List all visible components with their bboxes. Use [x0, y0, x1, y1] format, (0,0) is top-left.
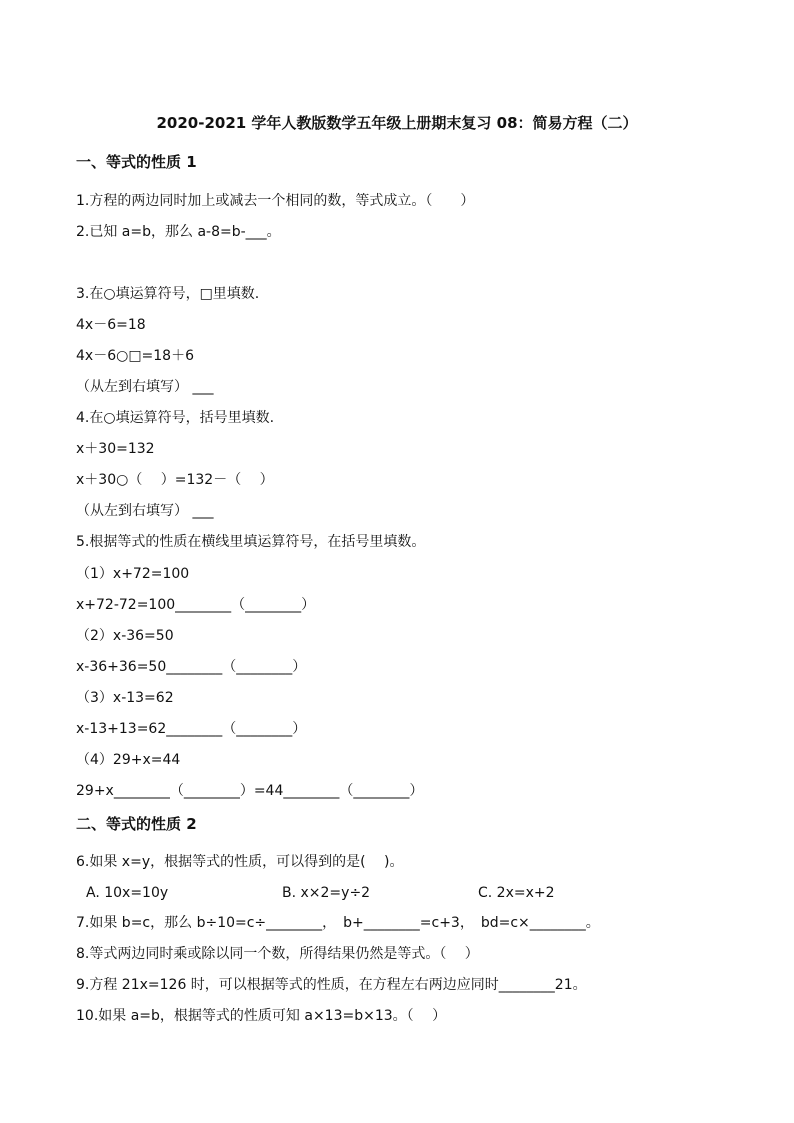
question-6: 6.如果 x=y，根据等式的性质，可以得到的是( )。: [76, 854, 404, 870]
question-9: 9.方程 21x=126 时，可以根据等式的性质，在方程左右两边应同时________21。: [76, 977, 587, 993]
question-6-option-c: C. 2x=x+2: [478, 885, 555, 901]
question-5: 5.根据等式的性质在横线里填运算符号，在括号里填数。: [76, 534, 426, 550]
question-5-part-1: （1）x+72=100: [76, 566, 190, 582]
question-3: 3.在○填运算符号，□里填数.: [76, 286, 260, 302]
question-5-part-2-blank: x-36+36=50________（________）: [76, 659, 307, 675]
question-1: 1.方程的两边同时加上或减去一个相同的数，等式成立。（ ）: [76, 193, 475, 209]
page-title: 2020-2021 学年人教版数学五年级上册期末复习 08：简易方程（二）: [156, 114, 638, 132]
section-heading-1: 一、等式的性质 1: [76, 153, 197, 171]
question-5-part-3: （3）x-13=62: [76, 690, 174, 706]
question-2: 2.已知 a=b，那么 a-8=b-___。: [76, 224, 281, 240]
question-4-step: x＋30○（ ）=132－（ ）: [76, 472, 274, 488]
question-4: 4.在○填运算符号，括号里填数.: [76, 410, 275, 426]
question-6-option-b: B. x×2=y÷2: [282, 885, 371, 901]
section-heading-2: 二、等式的性质 2: [76, 815, 197, 833]
question-5-part-1-blank: x+72-72=100________（________）: [76, 597, 316, 613]
question-7: 7.如果 b=c，那么 b÷10=c÷________， b+________=c+3， bd=c×________。: [76, 915, 600, 931]
question-3-hint: （从左到右填写） ___: [76, 379, 214, 395]
question-3-step: 4x－6○□=18＋6: [76, 348, 194, 364]
question-8: 8.等式两边同时乘或除以同一个数，所得结果仍然是等式。（ ）: [76, 946, 479, 962]
question-5-part-3-blank: x-13+13=62________（________）: [76, 721, 307, 737]
question-5-part-2: （2）x-36=50: [76, 628, 174, 644]
question-3-equation: 4x－6=18: [76, 317, 146, 333]
question-4-hint: （从左到右填写） ___: [76, 503, 214, 519]
question-6-option-a: A. 10x=10y: [86, 885, 169, 901]
question-5-part-4-blank: 29+x________（________）=44________（________）: [76, 783, 424, 799]
question-10: 10.如果 a=b，根据等式的性质可知 a×13=b×13。（ ）: [76, 1008, 447, 1024]
question-4-equation: x＋30=132: [76, 441, 155, 457]
question-5-part-4: （4）29+x=44: [76, 752, 181, 768]
